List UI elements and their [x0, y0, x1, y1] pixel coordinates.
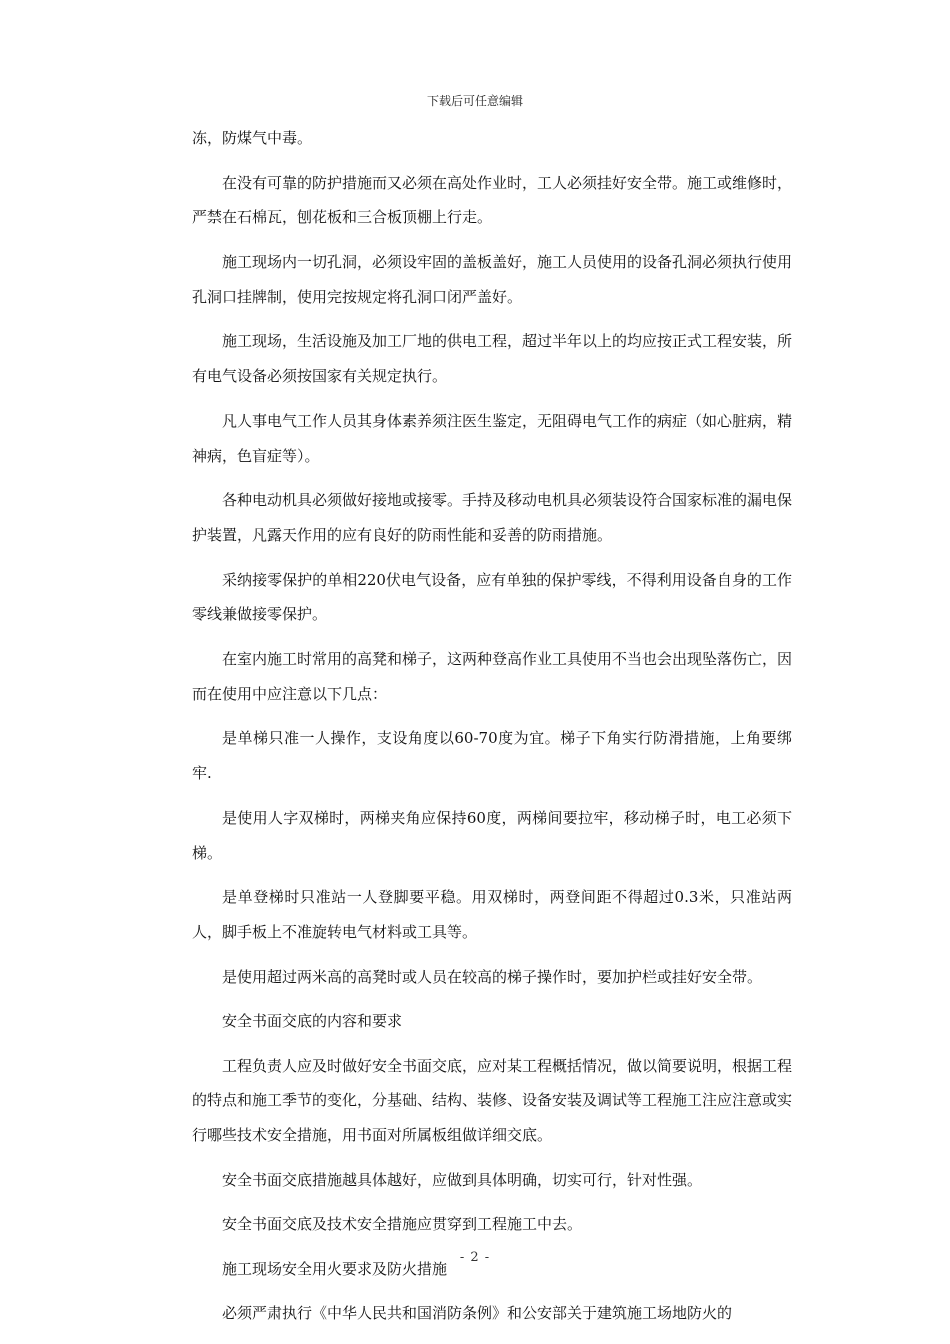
paragraph: 是使用超过两米高的高凳时或人员在较高的梯子操作时，要加护栏或挂好安全带。	[222, 967, 763, 986]
paragraph: 安全书面交底及技术安全措施应贯穿到工程施工中去。	[222, 1215, 583, 1234]
paragraph: 必须严肃执行《中华人民共和国消防条例》和公安部关于建筑施工场地防火的	[222, 1304, 733, 1323]
section-heading: 施工现场安全用火要求及防火措施	[222, 1259, 448, 1278]
paragraph: 凡人事电气工作人员其身体素养须注医生鉴定，无阻碍电气工作的病症（如心脏病，精神病，色盲症等）。	[192, 411, 793, 465]
paragraph: 施工现场内一切孔洞，必须设牢固的盖板盖好，施工人员使用的设备孔洞必须执行使用孔洞口挂牌制，使用完按规定将孔洞口闭严盖好。	[192, 252, 793, 306]
document-body	[192, 121, 792, 1341]
paragraph: 在室内施工时常用的高凳和梯子，这两种登高作业工具使用不当也会出现坠落伤亡，因而在使用中应注意以下几点：	[192, 649, 793, 703]
paragraph: 在没有可靠的防护措施而又必须在高处作业时，工人必须挂好安全带。施工或维修时，严禁在石棉瓦，刨花板和三合板顶棚上行走。	[192, 173, 793, 227]
paragraph: 是单登梯时只准站一人登脚要平稳。用双梯时，两登间距不得超过0.3米，只准站两人，脚手板上不准旋转电气材料或工具等。	[192, 888, 792, 942]
section-heading: 安全书面交底的内容和要求	[222, 1012, 403, 1031]
paragraph: 冻，防煤气中毒。	[192, 129, 313, 147]
paragraph: 是单梯只准一人操作，支设角度以60-70度为宜。梯子下角实行防滑措施，上角要绑牢.	[192, 729, 792, 783]
paragraph: 是使用人字双梯时，两梯夹角应保持60度，两梯间要拉牢，移动梯子时，电工必须下梯。	[192, 808, 792, 862]
page-header: 下载后可任意编辑	[426, 94, 523, 108]
paragraph: 工程负责人应及时做好安全书面交底，应对某工程概括情况，做以简要说明，根据工程的特点和施工季节的变化，分基础、结构、装修、设备安装及调试等工程施工注应注意或实行哪些技术安全措施，用书面对所属板组做详细交底。	[192, 1056, 793, 1145]
paragraph: 施工现场，生活设施及加工厂地的供电工程，超过半年以上的均应按正式工程安装，所有电气设备必须按国家有关规定执行。	[192, 332, 793, 386]
paragraph: 采纳接零保护的单相220伏电气设备，应有单独的保护零线，不得利用设备自身的工作零线兼做接零保护。	[192, 570, 792, 624]
paragraph: 各种电动机具必须做好接地或接零。手持及移动电机具必须装设符合国家标准的漏电保护装置，凡露天作用的应有良好的防雨性能和妥善的防雨措施。	[192, 491, 793, 545]
page-number: - 2 -	[459, 1250, 491, 1265]
paragraph: 安全书面交底措施越具体越好，应做到具体明确，切实可行，针对性强。	[222, 1170, 703, 1189]
